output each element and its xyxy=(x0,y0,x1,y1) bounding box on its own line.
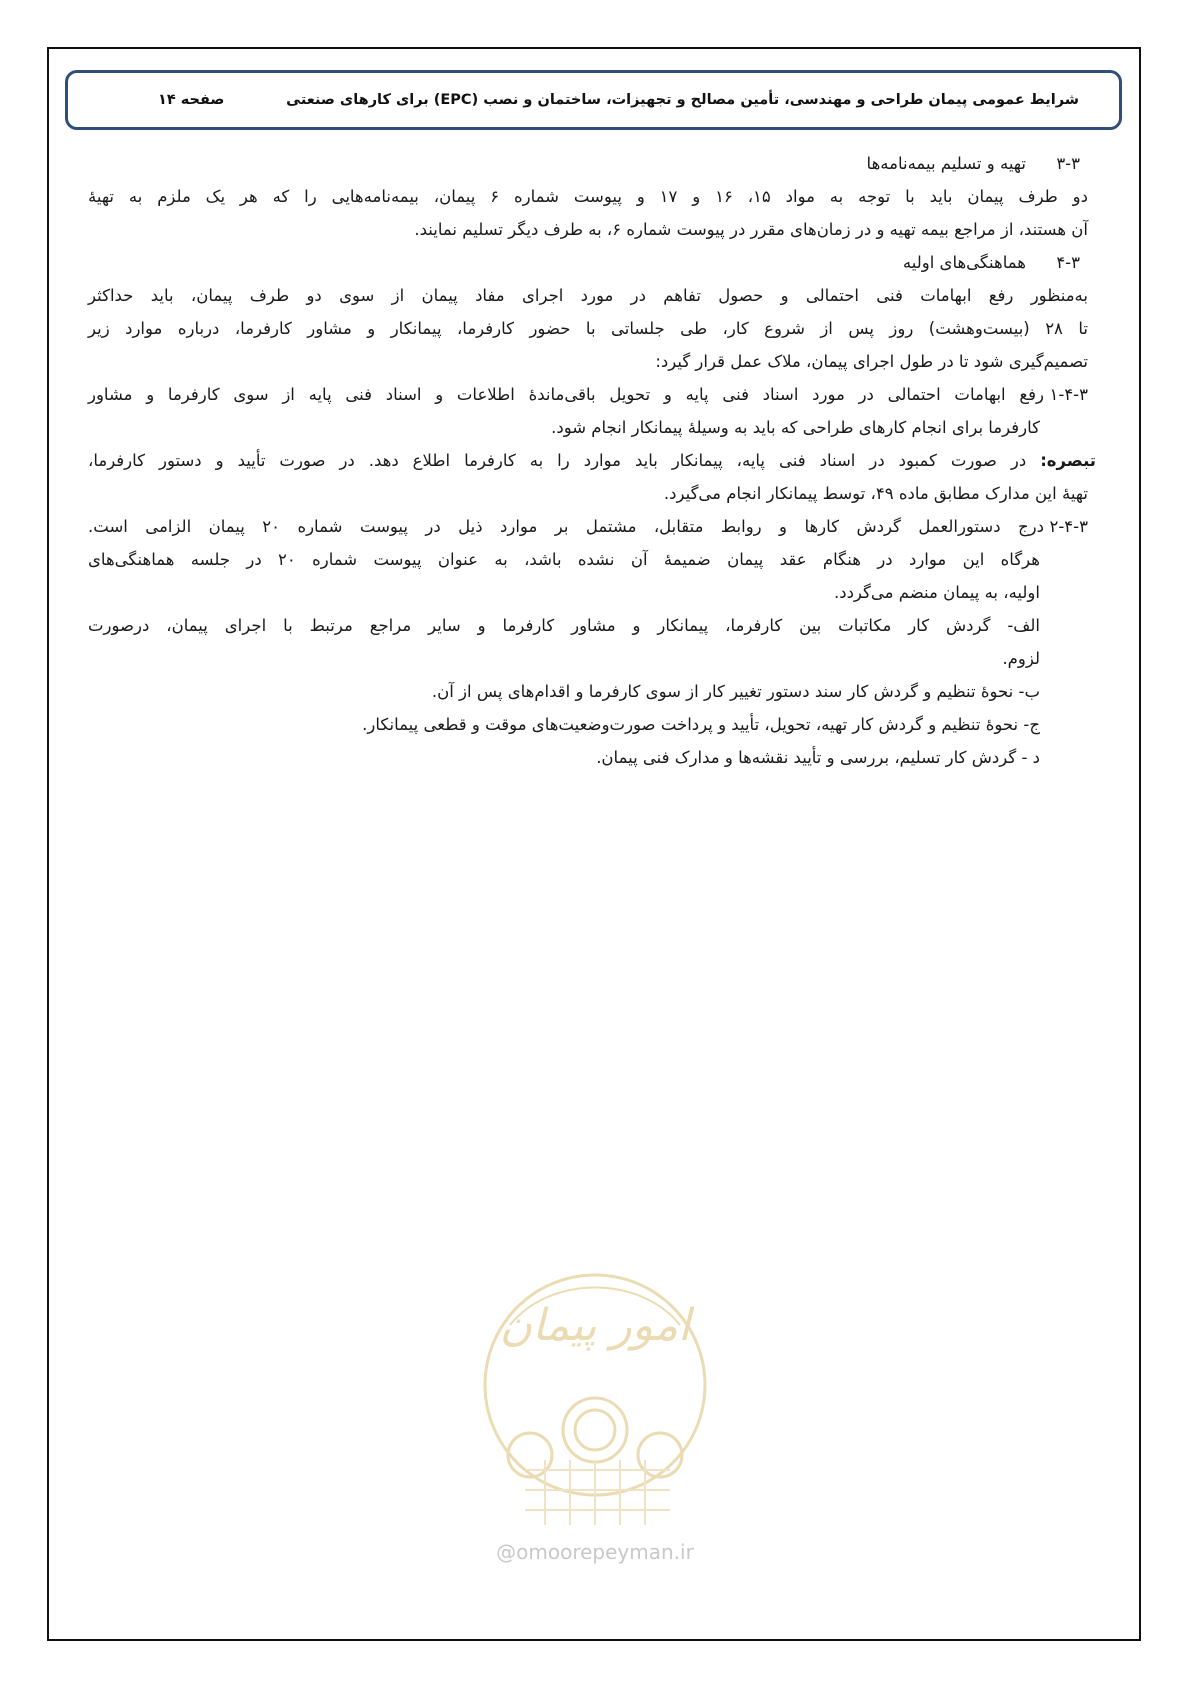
list-item-a-cont: لزوم. xyxy=(1002,649,1040,668)
paragraph-line: آن هستند، از مراجع بیمه تهیه و در زمان‌های مقرر در پیوست شماره ۶، به طرف دیگر تسلیم نمایند. xyxy=(414,220,1088,239)
paragraph-line: دو طرف پیمان باید با توجه به مواد ۱۵، ۱۶ و ۱۷ و پیوست شماره ۶ پیمان، بیمه‌نامه‌هایی را که هر یک ملزم به تهیهٔ xyxy=(88,187,1088,206)
subsection-number: ۱-۴-۳ xyxy=(1049,385,1088,404)
paragraph-line: درج دستورالعمل گردش کارها و روابط متقابل، مشتمل بر موارد ذیل در پیوست شماره ۲۰ پیمان الزامی است. xyxy=(88,517,1044,536)
paragraph-line: تا ۲۸ (بیست‌وهشت) روز پس از شروع کار، طی جلساتی با حضور کارفرما، پیمانکار و مشاور کارفرما، درباره موارد زیر xyxy=(88,319,1088,338)
paragraph-line: اولیه، به پیمان منضم می‌گردد. xyxy=(833,583,1040,602)
watermark-url-icon: @ xyxy=(496,1540,517,1564)
subsection-3-4-1 xyxy=(88,378,1088,411)
paragraph-line: رفع ابهامات احتمالی در مورد اسناد فنی پایه و تحویل باقی‌ماندهٔ اطلاعات و اسناد فنی پایه از سوی کارفرما و مشاور xyxy=(88,385,1044,404)
section-title: تهیه و تسلیم بیمه‌نامه‌ها xyxy=(866,154,1026,173)
paragraph-line: هرگاه این موارد در هنگام عقد پیمان ضمیمهٔ آن نشده باشد، به عنوان پیوست شماره ۲۰ در جلسه هماهنگی‌های xyxy=(88,550,1040,569)
subsection-3-4-2 xyxy=(88,510,1088,543)
note xyxy=(88,444,1096,477)
section-heading-3-4 xyxy=(88,246,1088,279)
note-text: در صورت کمبود در اسناد فنی پایه، پیمانکار باید موارد را به کارفرما اطلاع دهد. در صورت تأیید و دستور کارفرما، xyxy=(88,451,1041,470)
page-header xyxy=(65,70,1122,130)
document-body xyxy=(88,147,1096,774)
list-item-a: الف- گردش کار مکاتبات بین کارفرما، پیمانکار و مشاور کارفرما و سایر مراجع مرتبط با اجرای پیمان، درصورت xyxy=(88,616,1040,635)
section-number: ۳-۳ xyxy=(1056,154,1080,173)
paragraph-line: تهیهٔ این مدارک مطابق ماده ۴۹، توسط پیمانکار انجام می‌گیرد. xyxy=(663,484,1088,503)
paragraph-line: تصمیم‌گیری شود تا در طول اجرای پیمان، ملاک عمل قرار گیرد: xyxy=(655,352,1088,371)
section-heading-3-3 xyxy=(88,147,1088,180)
page-number: صفحه ۱۴ xyxy=(158,92,225,108)
subsection-number: ۲-۴-۳ xyxy=(1049,517,1088,536)
list-item-d: د - گردش کار تسلیم، بررسی و تأیید نقشه‌ها و مدارک فنی پیمان. xyxy=(596,748,1040,767)
watermark-url-text: omoorepeyman.ir xyxy=(516,1540,694,1564)
document-title: شرایط عمومی پیمان طراحی و مهندسی، تأمین مصالح و تجهیزات، ساختمان و نصب (EPC) برای کارهای صنعتی xyxy=(286,92,1079,108)
paragraph-line: به‌منظور رفع ابهامات فنی احتمالی و حصول تفاهم در مورد اجرای مفاد پیمان از سوی دو طرف پیمان، باید حداکثر xyxy=(88,286,1088,305)
list-item-c: ج- نحوهٔ تنظیم و گردش کار تهیه، تحویل، تأیید و پرداخت صورت‌وضعیت‌های موقت و قطعی پیمانکار. xyxy=(362,715,1040,734)
paragraph-line: کارفرما برای انجام کارهای طراحی که باید به وسیلهٔ پیمانکار انجام شود. xyxy=(551,418,1040,437)
watermark-logo-text: امور پیمان xyxy=(499,1300,691,1351)
list-item-b: ب- نحوهٔ تنظیم و گردش کار سند دستور تغییر کار از سوی کارفرما و اقدام‌های پس از آن. xyxy=(431,682,1040,701)
section-title: هماهنگی‌های اولیه xyxy=(902,253,1026,272)
watermark-url xyxy=(470,1540,720,1564)
note-label: تبصره: xyxy=(1040,451,1096,470)
watermark-logo xyxy=(470,1255,720,1555)
section-number: ۴-۳ xyxy=(1056,253,1080,272)
